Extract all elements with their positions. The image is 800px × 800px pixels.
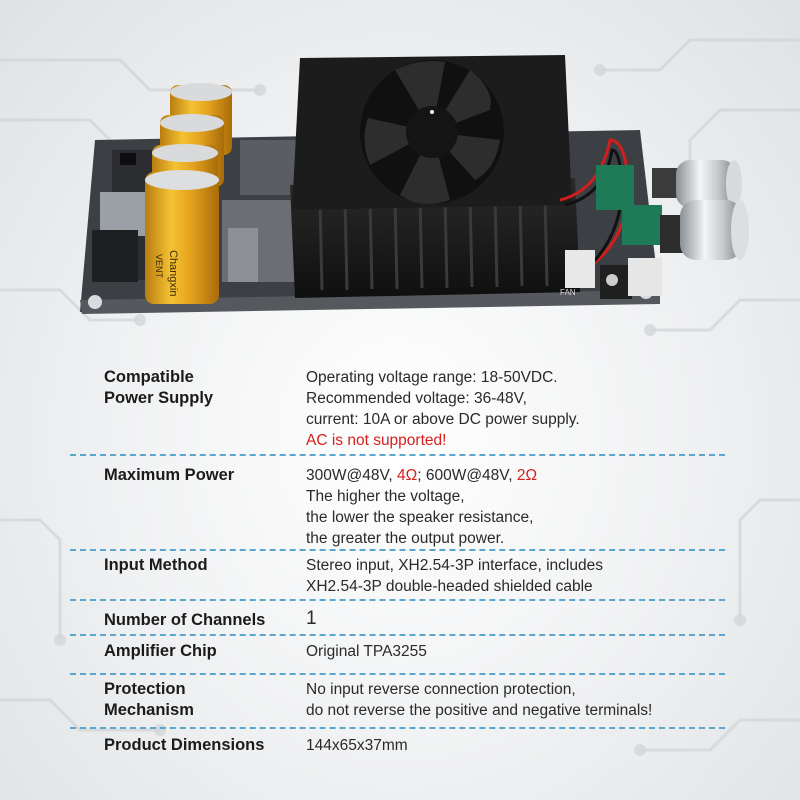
spec-label	[70, 367, 306, 454]
value-line: The higher the voltage,	[306, 488, 465, 505]
amplifier-board-image	[0, 0, 800, 330]
spec-row-channels	[70, 601, 725, 636]
spec-row-maximum-power	[70, 456, 725, 551]
value-line: current: 10A or above DC power supply.	[306, 411, 580, 428]
spec-value	[306, 465, 725, 549]
capacitor-brand-text: Changxin	[167, 250, 179, 297]
spec-table	[70, 360, 725, 765]
fan-silkscreen: FAN	[560, 288, 576, 297]
spec-label: Input Method	[104, 556, 208, 574]
spec-label	[70, 679, 306, 727]
spec-row-power-supply	[70, 360, 725, 456]
value-line: Stereo input, XH2.54-3P interface, includes	[306, 557, 603, 574]
value-line: Recommended voltage: 36-48V,	[306, 390, 527, 407]
value-line: Original TPA3255	[306, 643, 427, 660]
label-line: Mechanism	[104, 701, 194, 719]
label-line: Compatible	[104, 368, 194, 386]
spec-value	[306, 679, 725, 727]
label-line: Protection	[104, 680, 186, 698]
spec-row-amplifier-chip	[70, 636, 725, 675]
impedance-4-ohm: 4Ω	[397, 467, 418, 484]
warning-text: AC is not supported!	[306, 432, 447, 449]
spec-value	[306, 610, 725, 634]
value-line: XH2.54-3P double-headed shielded cable	[306, 578, 593, 595]
value-line: 144x65x37mm	[306, 737, 408, 754]
spec-label: Number of Channels	[104, 611, 266, 629]
spec-row-dimensions	[70, 729, 725, 765]
value-line: do not reverse the positive and negative terminals!	[306, 702, 653, 719]
value-line: the greater the output power.	[306, 530, 505, 547]
spec-value	[306, 735, 725, 765]
cooling-fan	[292, 55, 572, 210]
value-line: No input reverse connection protection,	[306, 681, 576, 698]
impedance-2-ohm: 2Ω	[516, 467, 538, 484]
spec-row-protection	[70, 675, 725, 729]
spec-value	[306, 367, 725, 454]
value-line: 1	[306, 608, 317, 629]
spec-value	[306, 555, 725, 599]
capacitor-vent-text: VENT	[154, 254, 164, 279]
spec-row-input-method	[70, 551, 725, 601]
label-line: Power Supply	[104, 389, 214, 407]
spec-label: Product Dimensions	[104, 736, 265, 754]
volume-knobs	[652, 160, 749, 260]
spec-label: Maximum Power	[104, 466, 235, 484]
value-line: 300W@48V, 4Ω; 600W@48V, 2Ω	[306, 467, 538, 484]
spec-value	[306, 641, 725, 673]
spec-label: Amplifier Chip	[104, 642, 217, 660]
value-line: Operating voltage range: 18-50VDC.	[306, 369, 558, 386]
value-line: the lower the speaker resistance,	[306, 509, 534, 526]
capacitors	[145, 83, 232, 304]
